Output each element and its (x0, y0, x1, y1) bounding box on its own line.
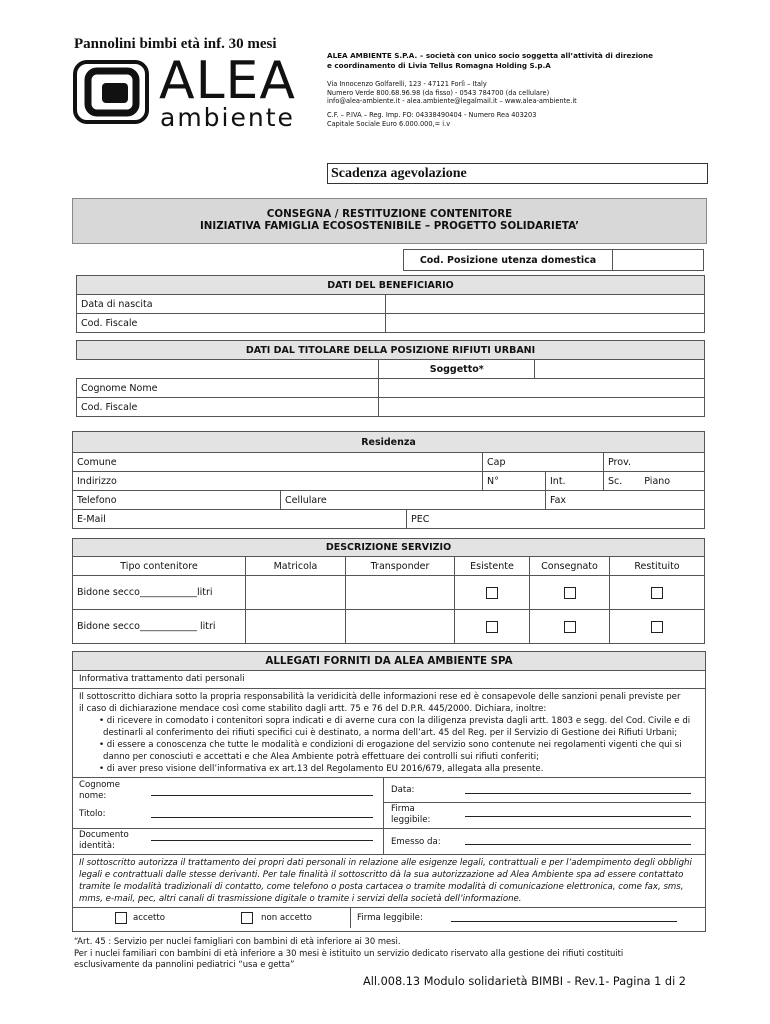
int-label: Int. (550, 475, 566, 487)
data-field[interactable] (465, 793, 691, 794)
consegnato-checkbox[interactable] (564, 621, 576, 633)
footnote-line: Per i nuclei familiari con bambini di età inferiore a 30 mesi è istituito un servizio dedicato riservato alla gestione dei rifiuti costituiti (74, 947, 624, 958)
company-line: e coordinamento di Livia Tellus Romagna Holding S.p.A (327, 60, 551, 70)
informativa-label: Informativa trattamento dati personali (73, 671, 705, 689)
privacy-line: Il sottoscritto autorizza il trattamento dei propri dati personali in relazione alle esigenze legali, contrattuali e per l’adempimento degli obblighi (79, 858, 692, 868)
cellulare-field[interactable] (281, 491, 546, 510)
titolo-field[interactable] (151, 817, 373, 818)
beneficiario-table (76, 275, 705, 333)
company-info (327, 51, 653, 70)
bin-logo-icon (72, 57, 157, 129)
titolare-cf-label: Cod. Fiscale (77, 398, 379, 417)
servizio-title: DESCRIZIONE SERVIZIO (73, 539, 705, 557)
firma-leggibile-label: Firma leggibile: (357, 913, 423, 923)
pec-field[interactable] (407, 510, 705, 529)
fax-label: Fax (550, 494, 567, 506)
cap-field[interactable] (483, 453, 604, 472)
soggetto-field[interactable] (535, 360, 705, 379)
non-accetto-label: non accetto (261, 913, 312, 923)
documento-label: Documento identità: (79, 830, 129, 851)
indirizzo-label: Indirizzo (77, 475, 117, 487)
scadenza-box[interactable] (327, 163, 708, 184)
table-row (73, 610, 705, 644)
bidone-row2-label: Bidone secco____________ litri (73, 610, 246, 644)
logo-word: ALEA (159, 51, 296, 111)
allegati-title: ALLEGATI FORNITI DA ALEA AMBIENTE SPA (73, 652, 705, 671)
servizio-table (72, 538, 705, 644)
documento-field[interactable] (151, 840, 373, 841)
address-line: Numero Verde 800.68.96.98 (da fisso) - 0543 784700 (da cellulare) (327, 88, 550, 97)
cod-posizione-field[interactable] (613, 250, 704, 271)
col-consegnato: Consegnato (530, 557, 610, 576)
cognome-field[interactable] (151, 795, 373, 796)
cognome-nome-label: Cognome Nome (77, 379, 379, 398)
decl-bullet: • di aver preso visione dell’informativa ex art.13 del Regolamento EU 2016/679, allegata alla presente. (99, 764, 544, 774)
col-tipo: Tipo contenitore (73, 557, 246, 576)
accetto-label: accetto (133, 913, 165, 923)
numero-field[interactable] (483, 472, 546, 491)
cap-label: Cap (487, 456, 506, 468)
residenza-title: Residenza (73, 432, 705, 453)
telefono-field[interactable] (73, 491, 281, 510)
table-row (73, 576, 705, 610)
transponder-field[interactable] (346, 610, 455, 644)
prov-field[interactable] (604, 453, 705, 472)
privacy-line: mms, e-mail, pec, altri canali di trasmissione digitale o tramite i servizi della società dell’informazione. (79, 894, 522, 904)
esistente-checkbox[interactable] (486, 587, 498, 599)
titolare-table (76, 340, 705, 417)
consegnato-checkbox[interactable] (564, 587, 576, 599)
decl-line: il caso di dichiarazione mendace così come stabilito dagli artt. 75 e 76 del D.P.R. 445/2000. Dichiara, inoltre: (79, 704, 547, 714)
piano-label: Piano (644, 475, 671, 487)
transponder-field[interactable] (346, 576, 455, 610)
scadenza-label: Scadenza agevolazione (331, 166, 467, 181)
titolare-title: DATI DAL TITOLARE DELLA POSIZIONE RIFIUTI URBANI (77, 341, 705, 360)
page-footer: All.008.13 Modulo solidarietà BIMBI - Rev.1- Pagina 1 di 2 (363, 975, 686, 988)
banner-line2: INIZIATIVA FAMIGLIA ECOSOSTENIBILE – PROGETTO SOLIDARIETA’ (199, 220, 580, 232)
col-transponder: Transponder (346, 557, 455, 576)
data-label: Data: (391, 785, 415, 795)
banner-line1: CONSEGNA / RESTITUZIONE CONTENITORE (266, 208, 513, 220)
beneficiario-title: DATI DEL BENEFICIARIO (77, 276, 705, 295)
document-title: Pannolini bimbi età inf. 30 mesi (74, 36, 277, 52)
consent-row (73, 908, 705, 928)
decl-bullet: destinarli al conferimento dei rifiuti specifici cui è destinato, a norma dell’art. 45 del Reg. per il Servizio di Gestione dei Rifiuti Urbani; (103, 728, 678, 738)
bidone-row1-label: Bidone secco____________litri (73, 576, 246, 610)
titolo-label: Titolo: (79, 809, 106, 819)
soggetto-label: Soggetto* (379, 360, 535, 379)
decl-bullet: • di essere a conoscenza che tutte le modalità e condizioni di erogazione del servizio sono contenute nei regolamenti vigenti che qui si (99, 740, 682, 750)
alea-logo (72, 51, 312, 132)
email-label: E-Mail (77, 513, 106, 525)
sc-piano-field[interactable] (604, 472, 705, 491)
accetto-checkbox[interactable] (115, 912, 127, 924)
address-line: info@alea-ambiente.it - alea.ambiente@legalmail.it – www.alea-ambiente.it (327, 97, 577, 106)
sc-label: Sc. (608, 475, 623, 487)
company-address (327, 80, 577, 106)
footnote-line: esclusivamente da pannolini pediatrici “usa e getta” (74, 959, 295, 969)
numero-label: N° (487, 475, 499, 487)
company-fiscal (327, 111, 536, 128)
cod-posizione-label: Cod. Posizione utenza domestica (404, 250, 613, 271)
col-matricola: Matricola (246, 557, 346, 576)
prov-label: Prov. (608, 456, 631, 468)
restituito-checkbox[interactable] (651, 621, 663, 633)
form-banner (72, 198, 707, 244)
fiscal-line: Capitale Sociale Euro 6.000.000,= i.v (327, 119, 451, 128)
firma-label: Firma leggibile: (391, 804, 431, 825)
company-line: ALEA AMBIENTE S.P.A. – società con unico socio soggetta all’attività di direzione (327, 51, 653, 60)
col-esistente: Esistente (455, 557, 530, 576)
cognome-nome-field[interactable] (379, 379, 705, 398)
emesso-field[interactable] (465, 844, 691, 845)
esistente-checkbox[interactable] (486, 621, 498, 633)
cognome-label: Cognome nome: (79, 780, 121, 801)
firma-leggibile-field[interactable] (451, 921, 677, 922)
birthdate-field[interactable] (386, 295, 705, 314)
privacy-line: legali e contrattuali dalle stesse derivanti. Per tale finalità il sottoscritto dà la sua autorizzazione ad Alea Ambiente spa ad essere contattato (79, 870, 684, 880)
col-restituito: Restituito (610, 557, 705, 576)
non-accetto-checkbox[interactable] (241, 912, 253, 924)
footnote-line: “Art. 45 : Servizio per nuclei famigliari con bambini di età inferiore ai 30 mesi. (74, 936, 401, 946)
titolare-cf-field[interactable] (379, 398, 705, 417)
decl-bullet: danno per conosciuti e accettati e che Alea Ambiente potrà effettuare dei controlli sui rifiuti conferiti; (103, 752, 540, 762)
decl-bullet: • di ricevere in comodato i contenitori sopra indicati e di averne cura con la diligenza prevista dagli artt. 1803 e segg. del Cod. Civile e di (99, 716, 691, 726)
logo-sub: ambiente (160, 103, 295, 132)
allegati-section (72, 651, 706, 932)
telefono-label: Telefono (77, 494, 117, 506)
matricola-field[interactable] (246, 576, 346, 610)
cod-posizione-table (403, 249, 704, 271)
birthdate-label: Data di nascita (77, 295, 386, 314)
comune-field[interactable] (73, 453, 483, 472)
privacy-line: tramite le modalità tradizionali di contatto, come telefono o posta cartacea o tramite modalità di comunicazione elettronica, come fax, sms, (79, 882, 684, 892)
decl-line: Il sottoscritto dichiara sotto la propria responsabilità la veridicità delle informazioni rese ed è consapevole delle sanzioni penali previste per (79, 692, 681, 702)
email-field[interactable] (73, 510, 407, 529)
cellulare-label: Cellulare (285, 494, 327, 506)
restituito-checkbox[interactable] (651, 587, 663, 599)
privacy-consent-text (73, 855, 705, 908)
emesso-label: Emesso da: (391, 837, 441, 847)
address-line: Via Innocenzo Golfarelli, 123 - 47121 Forlì – Italy (327, 80, 487, 88)
comune-label: Comune (77, 456, 117, 468)
residenza-table (72, 431, 705, 529)
pec-label: PEC (411, 513, 430, 525)
signature-grid (73, 778, 705, 855)
int-field[interactable] (546, 472, 604, 491)
fiscal-line: C.F. – P.IVA – Reg. Imp. FO: 04338490404 - Numero Rea 403203 (327, 111, 537, 119)
beneficiario-cf-field[interactable] (386, 314, 705, 333)
firma-field[interactable] (465, 816, 691, 817)
matricola-field[interactable] (246, 610, 346, 644)
footnote (74, 936, 623, 971)
beneficiario-cf-label: Cod. Fiscale (77, 314, 386, 333)
fax-field[interactable] (546, 491, 705, 510)
dichiarazione (73, 689, 705, 778)
indirizzo-field[interactable] (73, 472, 483, 491)
